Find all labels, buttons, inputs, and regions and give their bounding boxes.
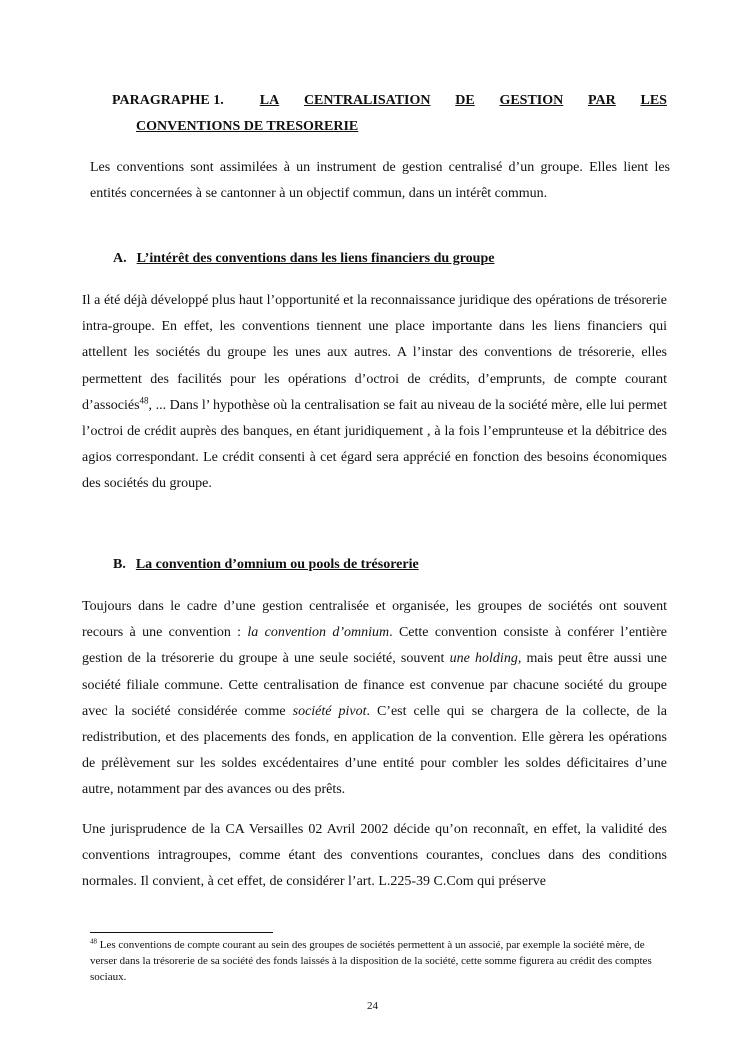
section-a-title: L’intérêt des conventions dans les liens financiers du groupe (136, 251, 495, 266)
heading-word: LES (640, 93, 667, 108)
text-run: . C’est celle qui se chargera de la collecte, de la redistribution, et des placements des fonds, en application de la convention. Elle gèrera les opérations de prélèvement sur les soldes excédentaires d’une entité pour combler les soldes déficitaires d’une autre, notamment par des avances ou des prêts. (82, 703, 667, 798)
emphasis-text: une holding, (449, 651, 522, 667)
heading-word: CENTRALISATION (303, 93, 431, 108)
emphasis-text: la convention d’omnium (247, 625, 390, 641)
footnote-reference[interactable]: 48 (139, 395, 149, 406)
paragraph-heading-words (260, 88, 667, 114)
section-a-heading (113, 249, 494, 269)
section-b-paragraph-1 (82, 594, 667, 804)
footnote (90, 937, 660, 985)
section-b-heading (113, 555, 419, 575)
footnote-divider (90, 932, 273, 933)
section-b-paragraph-2: Une jurisprudence de la CA Versailles 02 Avril 2002 décide qu’on reconnaît, en effet, la validité des conventions intragroupes, comme étant des conventions courantes, conclues dans des conditions normales. Il convient, à cet effet, de considérer l’art. L.225-39 C.Com qui préserve (82, 822, 667, 890)
section-a-text-part2: , ... Dans l’ hypothèse où la centralisation se fait au niveau de la société mère, elle lui permet l’octroi de crédit auprès des banques, en étant juridiquement , à la fois l’emprunteuse et la débitrice des agios correspondant. Le crédit consenti à cet égard sera apprécié en fonction des besoins économiques des sociétés du groupe. (82, 397, 667, 492)
heading-word: DE (455, 93, 475, 108)
section-a-paragraph (82, 288, 667, 498)
section-b-title: La convention d’omnium ou pools de trésorerie (135, 557, 419, 572)
heading-word: LA (259, 93, 280, 108)
paragraph-heading-line2: CONVENTIONS DE TRESORERIE (136, 119, 359, 134)
paragraph-heading (112, 88, 667, 140)
paragraph-heading-line1 (112, 88, 667, 114)
heading-word: PAR (588, 93, 616, 108)
heading-word: GESTION (499, 93, 564, 108)
page-number: 24 (367, 1000, 378, 1012)
section-a-text-part1: Il a été déjà développé plus haut l’opportunité et la reconnaissance juridique des opérations de trésorerie intra-groupe. En effet, les conventions tiennent une place importante dans les liens financiers qui attellent les sociétés du groupe les unes aux autres. A l’instar des conventions de trésorerie, elles permettent des facilités pour les opérations d’octroi de crédits, d’emprunts, de compte courant d’associés (82, 293, 667, 413)
section-a-letter: A. (113, 251, 127, 266)
intro-paragraph: Les conventions sont assimilées à un instrument de gestion centralisé d’un groupe. Elles lient les entités concernées à se cantonner à un objectif commun, dans un intérêt commun. (90, 160, 670, 201)
section-b-letter: B. (113, 557, 126, 572)
footnote-text: Les conventions de compte courant au sein des groupes de sociétés permettent à un associé, par exemple la société mère, de verser dans la trésorerie de sa société des fonds laissés à la disposition de la société, cette somme figurera au crédit des comptes sociaux. (90, 939, 652, 983)
footnote-number: 48 (90, 937, 97, 946)
text-run: . Cette convention consiste à conférer l’entière gestion de la trésorerie du groupe à une seule société, souvent (82, 625, 667, 667)
text-run: Toujours dans le cadre d’une gestion centralisée et organisée, les groupes de sociétés ont souvent recours à une convention : (82, 599, 667, 641)
paragraph-number: PARAGRAPHE 1. (112, 93, 224, 108)
emphasis-text: société pivot (292, 703, 367, 719)
text-run: mais peut être aussi une société filiale commune. Cette centralisation de finance est convenue par chacune société du groupe avec la société considérée comme (82, 651, 667, 719)
